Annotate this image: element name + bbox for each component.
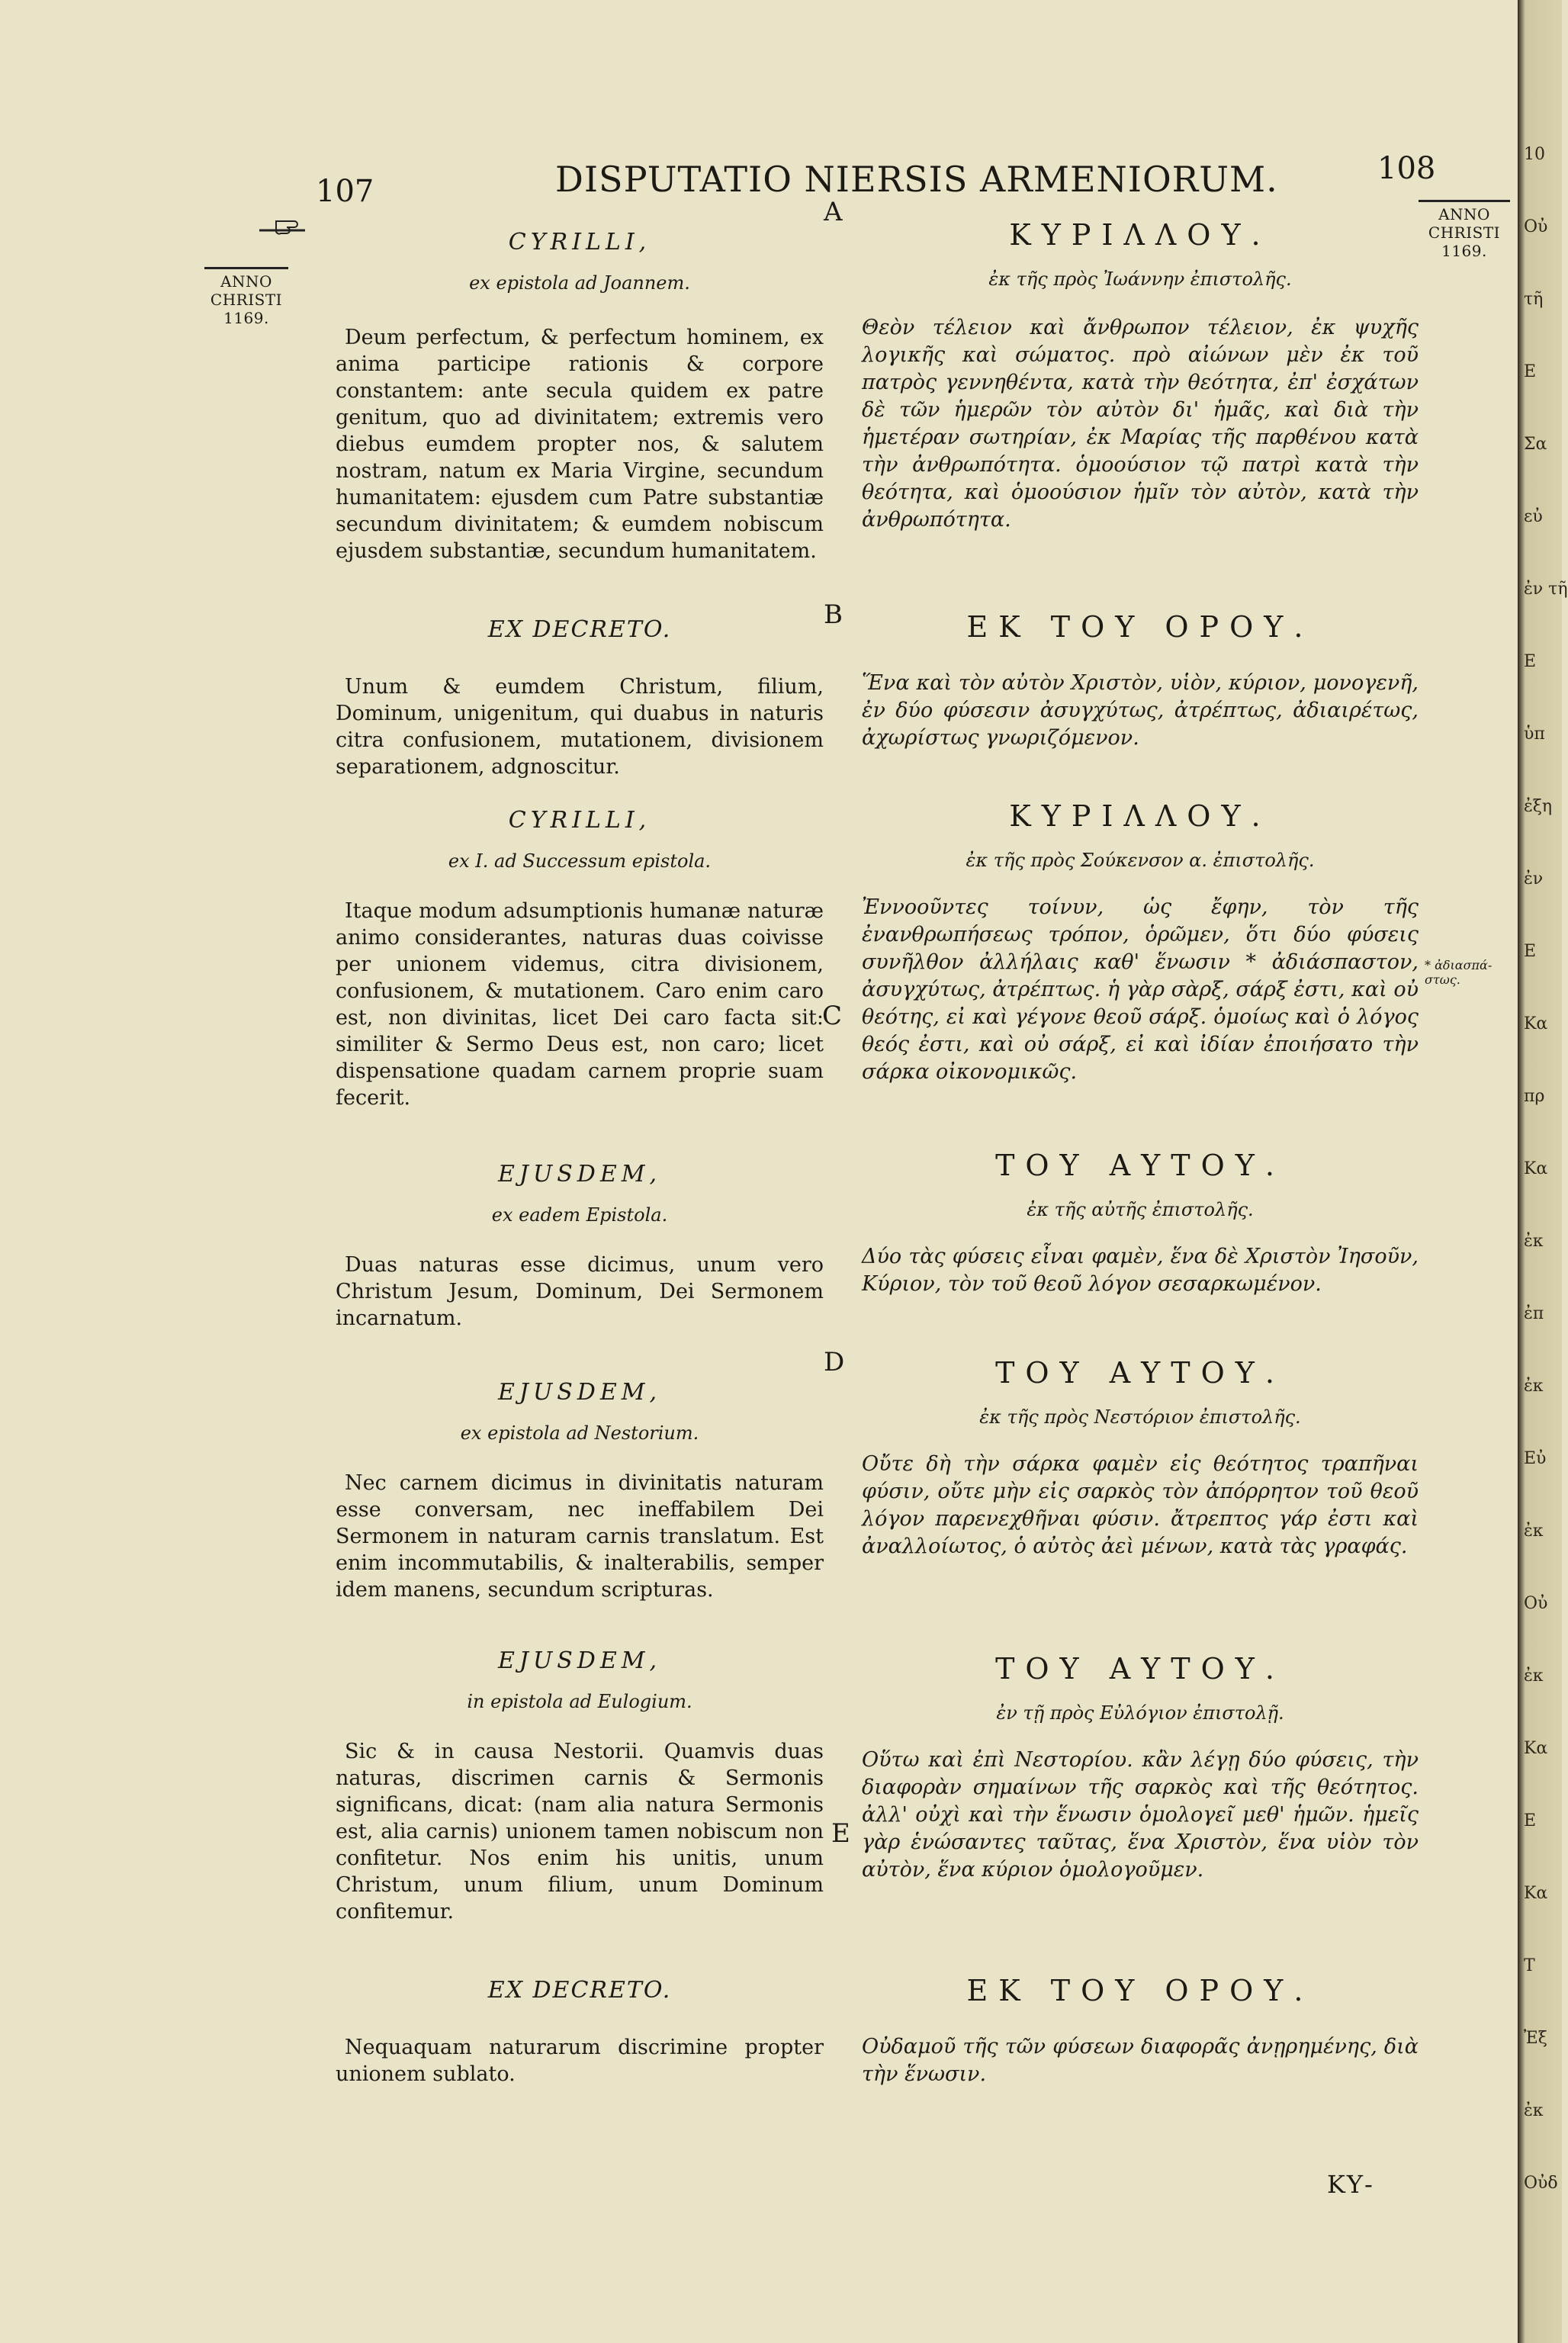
- section-source: ἐκ τῆς πρὸς Νεστόριον ἐπιστολῆς.: [979, 1406, 1301, 1428]
- next-page-fragment: Οὐδ: [1524, 2174, 1558, 2193]
- marginal-variant-note: * ἀδιασπά-στως.: [1425, 958, 1492, 987]
- pointing-hand-icon: [259, 214, 305, 244]
- page-number-right: 108: [1377, 151, 1436, 186]
- section-text: Nequaquam naturarum discrimine propter unionem sublato.: [336, 2036, 824, 2086]
- latin-section: [336, 616, 824, 780]
- next-page-fragment: Τ: [1524, 1956, 1535, 1975]
- greek-section: [862, 1149, 1419, 1298]
- next-page-fragment: ὑπ: [1524, 725, 1545, 744]
- section-heading: EJUSDEM,: [498, 1161, 661, 1188]
- section-heading: ΕΚ ΤΟΥ ΟΡΟΥ.: [966, 1974, 1314, 2007]
- latin-section: [336, 1977, 824, 2087]
- next-page-fragment: 10: [1524, 145, 1545, 164]
- next-page-fragment: Εὐ: [1524, 1449, 1547, 1468]
- next-page-fragment: εὐ: [1524, 507, 1543, 526]
- next-page-fragment: ἐκ: [1524, 1522, 1544, 1541]
- next-page-fragment: Ἐξ: [1524, 2029, 1547, 2048]
- section-source: ex epistola ad Joannem.: [469, 272, 690, 294]
- margin-anno-line: ANNO: [220, 272, 272, 291]
- section-source: ex eadem Epistola.: [491, 1204, 668, 1226]
- next-page-fragment: ἐπ: [1524, 1304, 1544, 1323]
- latin-section: [336, 1379, 824, 1603]
- latin-section: [336, 1647, 824, 1925]
- margin-anno-line: ANNO: [1438, 205, 1490, 223]
- section-source: ex epistola ad Nestorium.: [460, 1422, 699, 1444]
- next-page-fragment: Ε: [1524, 652, 1537, 671]
- next-page-fragment: πρ: [1524, 1087, 1545, 1106]
- running-title: DISPUTATIO NIERSIS ARMENIORUM.: [555, 159, 1278, 200]
- latin-section: [336, 807, 824, 1111]
- column-marker-a: A: [824, 197, 843, 227]
- column-marker-b: B: [824, 599, 843, 630]
- margin-christi-line: CHRISTI: [210, 291, 283, 309]
- section-text: Sic & in causa Nestorii. Quamvis duas naturas, discrimen carnis & Sermonis significans, dicat: (nam alia natura Sermonis est, alia carnis) unionem tamen nobiscum non confitetur. Nos enim his unitis, unum Christum, unum filium, unum Dominum confitemur.: [336, 1740, 824, 1924]
- next-page-edge: [1518, 0, 1568, 2343]
- latin-section: [336, 1161, 824, 1332]
- column-marker-e: E: [831, 1818, 850, 1849]
- margin-anno-left: [204, 267, 288, 327]
- next-page-fragment: Οὐ: [1524, 1594, 1548, 1613]
- section-source: ex I. ad Successum epistola.: [448, 850, 712, 872]
- section-heading: ΤΟΥ ΑΥΤΟΥ.: [995, 1356, 1285, 1390]
- greek-section: [862, 610, 1419, 752]
- section-heading: ΕΚ ΤΟΥ ΟΡΟΥ.: [966, 610, 1314, 644]
- section-source: ἐκ τῆς πρὸς Ἰωάννην ἐπιστολῆς.: [988, 268, 1292, 290]
- margin-year-line: 1169.: [1441, 242, 1487, 260]
- next-page-fragment: ἐκ: [1524, 2101, 1544, 2120]
- section-text: Deum perfectum, & perfectum hominem, ex anima participe rationis & corpore constantem: ante secula quidem ex patre genitum, quo ad divinitatem; extremis vero diebus eumdem propter nos, & salutem nostram, natum ex Maria Virgine, secundum humanitatem: ejusdem cum Patre substantiæ secundum divinitatem; & eumdem nobiscum ejusdem substantiæ, secundum humanitatem.: [336, 326, 824, 563]
- greek-section: [862, 1652, 1419, 1884]
- section-text: Οὕτω καὶ ἐπὶ Νεστορίου. κἂν λέγῃ δύο φύσεις, τὴν διαφορὰν σημαίνων τῆς σαρκὸς καὶ τῆς θεότητος. ἀλλ' οὐχὶ καὶ τὴν ἕνωσιν ὁμολογεῖ μεθ' ἡμῶν. ἡμεῖς γὰρ ἑνώσαντες ταῦτας, ἕνα Χριστὸν, ἕνα υἱὸν τὸν αὐτὸν, ἕνα κύριον ὁμολογοῦμεν.: [862, 1748, 1419, 1882]
- margin-year-line: 1169.: [223, 309, 269, 327]
- section-text: Δύο τὰς φύσεις εἶναι φαμὲν, ἕνα δὲ Χριστὸν Ἰησοῦν, Κύριον, τὸν τοῦ θεοῦ λόγον σεσαρκωμένον.: [862, 1245, 1419, 1296]
- section-heading: EX DECRETO.: [487, 616, 672, 643]
- next-page-fragment: ἐκ: [1524, 1232, 1544, 1251]
- column-marker-c: C: [822, 1001, 843, 1031]
- section-text: Ἐννοοῦντες τοίνυν, ὡς ἔφην, τὸν τῆς ἐνανθρωπήσεως τρόπον, ὁρῶμεν, ὅτι δύο φύσεις συνῆλθον ἀλλήλαις καθ' ἕνωσιν * ἀδιάσπαστον, ἀσυγχύτως, ἀτρέπτως. ἡ γὰρ σὰρξ, σάρξ ἐστι, καὶ οὐ θεότης, εἰ καὶ γέγονε θεοῦ σάρξ. ὁμοίως καὶ ὁ λόγος θεός ἐστι, καὶ οὐ σάρξ, εἰ καὶ ἰδίαν ἐποιήσατο τὴν σάρκα οἰκονομικῶς.: [862, 895, 1419, 1084]
- greek-section: [862, 799, 1419, 1086]
- margin-rule: [1419, 200, 1510, 202]
- next-page-fragment: Κα: [1524, 1159, 1548, 1178]
- next-page-fragment: Ε: [1524, 942, 1537, 961]
- next-page-fragment: Σα: [1524, 435, 1547, 454]
- next-page-fragment: Κα: [1524, 1014, 1548, 1033]
- next-page-fragment: τῆ: [1524, 290, 1544, 309]
- next-page-fragment: ἐξη: [1524, 797, 1553, 816]
- section-source: ἐκ τῆς πρὸς Σούκενσον α. ἐπιστολῆς.: [966, 850, 1315, 871]
- section-heading: ΚΥΡΙΛΛΟΥ.: [1009, 218, 1271, 252]
- margin-rule: [204, 267, 288, 269]
- section-source: ἐκ τῆς αὐτῆς ἐπιστολῆς.: [1027, 1199, 1254, 1220]
- next-page-fragment: ἐν: [1524, 869, 1544, 889]
- section-heading: CYRILLI,: [508, 807, 651, 834]
- greek-section: [862, 218, 1419, 534]
- section-text: Unum & eumdem Christum, filium, Dominum, unigenitum, qui duabus in naturis citra confusionem, mutationem, divisionem separationem, adgnoscitur.: [336, 675, 824, 779]
- section-source: ἐν τῇ πρὸς Εὐλόγιον ἐπιστολῇ.: [996, 1702, 1284, 1724]
- next-page-fragment: ἐν τῆ: [1524, 580, 1568, 599]
- section-heading: EJUSDEM,: [498, 1647, 661, 1674]
- section-heading: EX DECRETO.: [487, 1977, 672, 2004]
- margin-anno-right: [1419, 200, 1510, 260]
- section-text: Nec carnem dicimus in divinitatis naturam esse conversam, nec ineffabilem Dei Sermonem in naturam carnis translatum. Est enim incommutabilis, & inalterabilis, semper idem manens, secundum scripturas.: [336, 1471, 824, 1602]
- greek-section: [862, 1356, 1419, 1560]
- section-heading: EJUSDEM,: [498, 1379, 661, 1406]
- next-page-fragment: ἐκ: [1524, 1377, 1544, 1396]
- section-text: Itaque modum adsumptionis humanæ naturæ animo considerantes, naturas duas coivisse per unionem videmus, citra divisionem, confusionem, & mutationem. Caro enim caro est, non divinitas, licet Dei caro facta sit: similiter & Sermo Deus est, non caro; licet dispensatione quadam carnem proprie suam fecerit.: [336, 899, 824, 1110]
- section-text: Duas naturas esse dicimus, unum vero Christum Jesum, Dominum, Dei Sermonem incarnatum.: [336, 1253, 824, 1330]
- section-text: Ἕνα καὶ τὸν αὐτὸν Χριστὸν, υἱὸν, κύριον, μονογενῆ, ἐν δύο φύσεσιν ἀσυγχύτως, ἀτρέπτως, ἀδιαιρέτως, ἀχωρίστως γνωριζόμενον.: [862, 671, 1419, 750]
- next-page-fragment: Κα: [1524, 1884, 1548, 1903]
- next-page-fragment: Οὐ: [1524, 217, 1548, 236]
- section-text: Οὔτε δὴ τὴν σάρκα φαμὲν εἰς θεότητος τραπῆναι φύσιν, οὔτε μὴν εἰς σαρκὸς τὸν ἀπόρρητον τοῦ θεοῦ λόγον παρενεχθῆναι φύσιν. ἄτρεπτος γάρ ἐστι καὶ ἀναλλοίωτος, ὁ αὐτὸς ἀεὶ μένων, κατὰ τὰς γραφάς.: [862, 1452, 1419, 1558]
- column-marker-d: D: [824, 1347, 845, 1377]
- latin-section: [336, 229, 824, 564]
- section-heading: ΤΟΥ ΑΥΤΟΥ.: [995, 1149, 1285, 1182]
- section-text: Οὐδαμοῦ τῆς τῶν φύσεων διαφορᾶς ἀνῃρημένης, διὰ τὴν ἕνωσιν.: [862, 2035, 1419, 2086]
- section-source: in epistola ad Eulogium.: [467, 1691, 692, 1712]
- next-page-fragment: Ε: [1524, 362, 1537, 381]
- section-text: Θεὸν τέλειον καὶ ἄνθρωπον τέλειον, ἐκ ψυχῆς λογικῆς καὶ σώματος. πρὸ αἰώνων μὲν ἐκ τοῦ πατρὸς γεννηθέντα, κατὰ τὴν θεότητα, ἐπ' ἐσχάτων δὲ τῶν ἡμερῶν τὸν αὐτὸν δι' ἡμᾶς, καὶ διὰ τὴν ἡμετέραν σωτηρίαν, ἐκ Μαρίας τῆς παρθένου κατὰ τὴν ἀνθρωπότητα. ὁμοούσιον τῷ πατρὶ κατὰ τὴν θεότητα, καὶ ὁμοούσιον ἡμῖν τὸν αὐτὸν, κατὰ τὴν ἀνθρωπότητα.: [862, 316, 1419, 532]
- section-heading: ΤΟΥ ΑΥΤΟΥ.: [995, 1652, 1285, 1686]
- greek-section: [862, 1974, 1419, 2088]
- catchword: ΚΥ-: [1327, 2170, 1374, 2199]
- next-page-fragment: Ε: [1524, 1811, 1537, 1830]
- section-heading: CYRILLI,: [508, 229, 651, 256]
- section-heading: ΚΥΡΙΛΛΟΥ.: [1009, 799, 1271, 833]
- page-number-left: 107: [316, 174, 374, 209]
- next-page-fragment: ἐκ: [1524, 1666, 1544, 1686]
- next-page-fragment: Κα: [1524, 1739, 1548, 1758]
- margin-christi-line: CHRISTI: [1428, 223, 1501, 242]
